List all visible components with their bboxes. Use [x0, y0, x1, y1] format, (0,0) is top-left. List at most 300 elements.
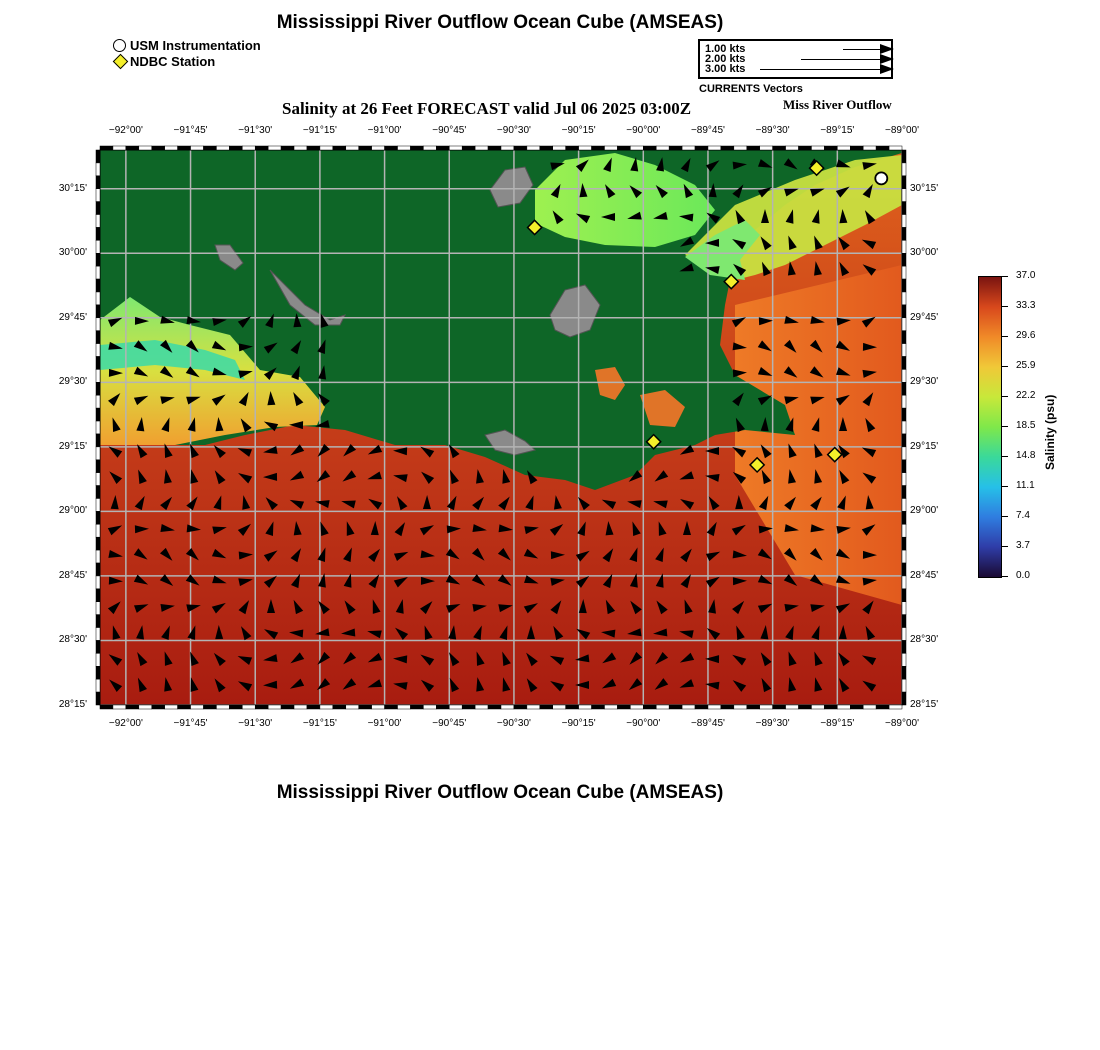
frame-segment: [902, 408, 906, 421]
frame-segment: [876, 146, 889, 150]
lat-tick-label: 30°00': [58, 247, 87, 259]
frame-segment: [96, 653, 100, 666]
vector-scale-key: [698, 39, 893, 79]
frame-segment: [837, 705, 850, 709]
colorbar: [978, 276, 1002, 578]
frame-segment: [721, 705, 734, 709]
lat-tick-label: 29°45': [910, 311, 939, 323]
frame-segment: [902, 421, 906, 434]
frame-segment: [902, 189, 906, 202]
vector-key-label: 1.00 kts: [705, 43, 746, 55]
frame-segment: [346, 146, 359, 150]
frame-segment: [96, 344, 100, 357]
frame-segment: [449, 705, 462, 709]
salinity-map: [95, 145, 907, 710]
frame-segment: [902, 253, 906, 266]
frame-segment: [902, 615, 906, 628]
frame-segment: [178, 146, 191, 150]
frame-segment: [294, 146, 307, 150]
frame-segment: [372, 146, 385, 150]
frame-segment: [96, 279, 100, 292]
frame-segment: [96, 447, 100, 460]
lon-tick-label: −89°45': [690, 125, 725, 136]
colorbar-tick-label: 18.5: [1016, 420, 1036, 431]
frame-segment: [96, 292, 100, 305]
frame-segment: [902, 240, 906, 253]
colorbar-tick-mark: [1002, 516, 1008, 517]
frame-segment: [682, 146, 695, 150]
frame-segment: [824, 705, 837, 709]
colorbar-tick-mark: [1002, 546, 1008, 547]
frame-segment: [592, 705, 605, 709]
frame-segment: [385, 705, 398, 709]
frame-segment: [604, 146, 617, 150]
frame-segment: [902, 163, 906, 176]
frame-segment: [96, 498, 100, 511]
frame-segment: [398, 146, 411, 150]
frame-segment: [527, 146, 540, 150]
frame-segment: [96, 369, 100, 382]
frame-segment: [708, 146, 721, 150]
frame-segment: [553, 705, 566, 709]
colorbar-tick-label: 0.0: [1016, 570, 1030, 581]
lon-tick-label: −89°15': [820, 718, 855, 729]
colorbar-tick-mark: [1002, 396, 1008, 397]
frame-segment: [281, 705, 294, 709]
colorbar-tick-label: 37.0: [1016, 270, 1036, 281]
frame-segment: [579, 705, 592, 709]
frame-segment: [281, 146, 294, 150]
lat-tick-label: 30°15': [58, 182, 87, 194]
frame-segment: [96, 511, 100, 524]
frame-segment: [669, 705, 682, 709]
frame-segment: [96, 305, 100, 318]
lon-tick-label: −91°45': [173, 718, 208, 729]
frame-segment: [96, 692, 100, 705]
frame-segment: [436, 705, 449, 709]
colorbar-gradient: [978, 276, 1002, 578]
lon-tick-label: −91°45': [173, 125, 208, 136]
frame-segment: [656, 146, 669, 150]
lat-tick-label: 29°00': [58, 505, 87, 517]
colorbar-tick-label: 22.2: [1016, 390, 1036, 401]
frame-segment: [96, 666, 100, 679]
vector-key-arrow: [801, 59, 881, 60]
frame-segment: [902, 395, 906, 408]
frame-segment: [902, 679, 906, 692]
frame-segment: [773, 705, 786, 709]
frame-segment: [152, 705, 165, 709]
frame-segment: [96, 576, 100, 589]
frame-segment: [902, 628, 906, 641]
vector-key-row: [705, 65, 890, 75]
frame-segment: [773, 146, 786, 150]
frame-segment: [902, 434, 906, 447]
frame-segment: [100, 705, 113, 709]
lon-tick-label: −91°15': [302, 718, 337, 729]
frame-segment: [139, 705, 152, 709]
frame-segment: [126, 705, 139, 709]
frame-segment: [902, 486, 906, 499]
frame-segment: [643, 705, 656, 709]
lon-tick-label: −92°00': [108, 718, 143, 729]
lat-tick-label: 28°45': [58, 569, 87, 581]
frame-segment: [902, 640, 906, 653]
frame-segment: [579, 146, 592, 150]
region-label: Miss River Outflow: [783, 97, 892, 112]
frame-segment: [786, 705, 799, 709]
frame-segment: [540, 705, 553, 709]
frame-segment: [96, 227, 100, 240]
frame-segment: [592, 146, 605, 150]
frame-segment: [799, 705, 812, 709]
frame-segment: [96, 486, 100, 499]
frame-segment: [255, 146, 268, 150]
frame-segment: [436, 146, 449, 150]
frame-segment: [100, 146, 113, 150]
colorbar-tick-label: 7.4: [1016, 510, 1030, 521]
legend-ndbc-label: NDBC Station: [130, 54, 216, 69]
colorbar-tick-mark: [1002, 456, 1008, 457]
frame-segment: [902, 576, 906, 589]
frame-segment: [178, 705, 191, 709]
frame-segment: [811, 146, 824, 150]
frame-segment: [669, 146, 682, 150]
frame-segment: [372, 705, 385, 709]
frame-segment: [902, 537, 906, 550]
frame-segment: [708, 705, 721, 709]
lon-tick-label: −89°30': [755, 125, 790, 136]
colorbar-tick-label: 11.1: [1016, 480, 1035, 491]
page-title-bottom: Mississippi River Outflow Ocean Cube (AMSEAS): [276, 782, 724, 803]
frame-segment: [501, 146, 514, 150]
colorbar-tick-mark: [1002, 366, 1008, 367]
frame-segment: [96, 408, 100, 421]
frame-segment: [902, 266, 906, 279]
frame-segment: [527, 705, 540, 709]
frame-segment: [333, 146, 346, 150]
map-subtitle: Salinity at 26 Feet FORECAST valid Jul 06 2025 03:00Z: [282, 99, 692, 118]
vector-key-arrow: [843, 49, 881, 50]
frame-segment: [889, 146, 902, 150]
lon-tick-label: −90°00': [626, 718, 661, 729]
frame-segment: [268, 146, 281, 150]
frame-segment: [799, 146, 812, 150]
frame-segment: [268, 705, 281, 709]
frame-segment: [540, 146, 553, 150]
frame-segment: [863, 705, 876, 709]
frame-segment: [643, 146, 656, 150]
frame-segment: [96, 395, 100, 408]
frame-segment: [423, 705, 436, 709]
lon-tick-label: −90°30': [496, 125, 531, 136]
frame-segment: [475, 146, 488, 150]
frame-segment: [501, 705, 514, 709]
frame-segment: [191, 705, 204, 709]
frame-segment: [902, 447, 906, 460]
frame-segment: [902, 331, 906, 344]
lat-tick-label: 29°00': [910, 505, 939, 517]
lon-tick-label: −89°30': [755, 718, 790, 729]
frame-segment: [113, 705, 126, 709]
lat-tick-label: 28°15': [58, 699, 87, 710]
lon-tick-label: −91°15': [302, 125, 337, 136]
frame-segment: [902, 602, 906, 615]
frame-segment: [229, 705, 242, 709]
lat-tick-label: 30°00': [910, 247, 939, 259]
lat-tick-label: 29°45': [58, 311, 87, 323]
frame-segment: [307, 705, 320, 709]
frame-segment: [96, 679, 100, 692]
colorbar-tick-mark: [1002, 306, 1008, 307]
frame-segment: [96, 163, 100, 176]
lat-tick-label: 29°15': [910, 440, 939, 452]
frame-segment: [96, 266, 100, 279]
lon-tick-label: −90°00': [626, 125, 661, 136]
frame-segment: [96, 537, 100, 550]
frame-segment: [96, 550, 100, 563]
frame-segment: [96, 318, 100, 331]
frame-segment: [139, 146, 152, 150]
frame-segment: [96, 357, 100, 370]
frame-segment: [902, 227, 906, 240]
colorbar-tick-mark: [1002, 276, 1008, 277]
frame-segment: [695, 146, 708, 150]
page-title: Mississippi River Outflow Ocean Cube (AMSEAS): [276, 12, 724, 33]
frame-segment: [514, 146, 527, 150]
lon-tick-label: −91°30': [238, 718, 273, 729]
lon-tick-label: −91°30': [238, 125, 273, 136]
frame-segment: [566, 705, 579, 709]
frame-segment: [902, 460, 906, 473]
frame-segment: [96, 176, 100, 189]
colorbar-tick-mark: [1002, 336, 1008, 337]
lat-tick-label: 30°15': [910, 182, 939, 194]
frame-segment: [320, 146, 333, 150]
frame-segment: [449, 146, 462, 150]
frame-segment: [902, 382, 906, 395]
frame-segment: [96, 615, 100, 628]
frame-segment: [385, 146, 398, 150]
arrowhead-icon: [880, 64, 894, 74]
frame-segment: [203, 146, 216, 150]
frame-segment: [682, 705, 695, 709]
frame-segment: [255, 705, 268, 709]
frame-segment: [462, 705, 475, 709]
frame-segment: [96, 382, 100, 395]
colorbar-tick-label: 29.6: [1016, 330, 1036, 341]
lat-tick-label: 28°30': [58, 634, 87, 646]
frame-segment: [553, 146, 566, 150]
frame-segment: [902, 202, 906, 215]
frame-segment: [902, 344, 906, 357]
frame-segment: [359, 146, 372, 150]
frame-segment: [837, 146, 850, 150]
colorbar-tick-label: 3.7: [1016, 540, 1030, 551]
frame-segment: [734, 146, 747, 150]
frame-segment: [242, 705, 255, 709]
frame-segment: [786, 146, 799, 150]
frame-segment: [760, 146, 773, 150]
frame-segment: [96, 331, 100, 344]
frame-segment: [811, 705, 824, 709]
frame-segment: [359, 705, 372, 709]
lat-tick-label: 29°15': [58, 440, 87, 452]
frame-segment: [760, 705, 773, 709]
arrowhead-icon: [880, 54, 894, 64]
frame-segment: [514, 705, 527, 709]
frame-segment: [695, 705, 708, 709]
frame-segment: [165, 705, 178, 709]
frame-segment: [96, 524, 100, 537]
frame-segment: [850, 705, 863, 709]
lat-tick-label: 28°15': [910, 699, 939, 710]
frame-segment: [824, 146, 837, 150]
frame-segment: [96, 150, 100, 163]
frame-segment: [902, 473, 906, 486]
frame-segment: [96, 628, 100, 641]
colorbar-tick-label: 25.9: [1016, 360, 1036, 371]
frame-segment: [96, 434, 100, 447]
colorbar-tick-label: 14.8: [1016, 450, 1036, 461]
frame-segment: [96, 189, 100, 202]
vector-key-label: 3.00 kts: [705, 63, 746, 75]
frame-segment: [902, 498, 906, 511]
frame-segment: [191, 146, 204, 150]
colorbar-tick-mark: [1002, 486, 1008, 487]
frame-segment: [398, 705, 411, 709]
frame-segment: [96, 563, 100, 576]
frame-segment: [333, 705, 346, 709]
lon-tick-label: −90°30': [496, 718, 531, 729]
lon-tick-label: −89°00': [885, 718, 919, 729]
frame-segment: [656, 705, 669, 709]
frame-segment: [902, 692, 906, 705]
frame-segment: [152, 146, 165, 150]
lon-tick-label: −89°15': [820, 125, 855, 136]
arrowhead-icon: [880, 44, 894, 54]
frame-segment: [902, 215, 906, 228]
frame-segment: [423, 146, 436, 150]
frame-segment: [462, 146, 475, 150]
frame-segment: [902, 563, 906, 576]
frame-segment: [229, 146, 242, 150]
frame-segment: [902, 150, 906, 163]
frame-segment: [604, 705, 617, 709]
frame-segment: [126, 146, 139, 150]
frame-segment: [902, 369, 906, 382]
frame-segment: [96, 473, 100, 486]
frame-segment: [488, 146, 501, 150]
frame-segment: [902, 653, 906, 666]
frame-segment: [216, 705, 229, 709]
frame-segment: [850, 146, 863, 150]
frame-segment: [863, 146, 876, 150]
usm-instrument-icon: [113, 39, 126, 52]
lon-tick-label: −89°45': [690, 718, 725, 729]
frame-segment: [902, 318, 906, 331]
frame-segment: [721, 146, 734, 150]
lon-tick-label: −91°00': [367, 125, 402, 136]
frame-segment: [96, 421, 100, 434]
frame-segment: [902, 176, 906, 189]
ndbc-station-icon: [113, 54, 129, 70]
frame-segment: [902, 524, 906, 537]
lon-tick-label: −90°15': [561, 125, 596, 136]
frame-segment: [747, 146, 760, 150]
frame-segment: [902, 511, 906, 524]
colorbar-tick-mark: [1002, 426, 1008, 427]
frame-segment: [617, 705, 630, 709]
frame-segment: [165, 146, 178, 150]
frame-segment: [876, 705, 889, 709]
frame-segment: [113, 146, 126, 150]
frame-segment: [307, 146, 320, 150]
frame-segment: [96, 602, 100, 615]
frame-segment: [475, 705, 488, 709]
lon-tick-label: −89°00': [885, 125, 919, 136]
colorbar-tick-label: 33.3: [1016, 300, 1036, 311]
vector-key-caption: CURRENTS Vectors: [699, 83, 803, 95]
frame-segment: [320, 705, 333, 709]
frame-segment: [902, 666, 906, 679]
lon-tick-label: −91°00': [367, 718, 402, 729]
legend-usm-label: USM Instrumentation: [130, 38, 261, 53]
colorbar-title: Salinity (psu): [1043, 394, 1057, 470]
usm-instrument-marker[interactable]: [875, 172, 887, 184]
frame-segment: [96, 460, 100, 473]
frame-segment: [902, 550, 906, 563]
frame-segment: [96, 202, 100, 215]
frame-segment: [902, 292, 906, 305]
frame-segment: [566, 146, 579, 150]
frame-segment: [242, 146, 255, 150]
frame-segment: [902, 305, 906, 318]
frame-segment: [902, 279, 906, 292]
lon-tick-label: −92°00': [108, 125, 143, 136]
frame-segment: [216, 146, 229, 150]
frame-segment: [410, 705, 423, 709]
frame-segment: [96, 253, 100, 266]
frame-segment: [630, 705, 643, 709]
frame-segment: [902, 589, 906, 602]
frame-segment: [96, 240, 100, 253]
lon-tick-label: −90°15': [561, 718, 596, 729]
frame-segment: [96, 215, 100, 228]
frame-segment: [630, 146, 643, 150]
frame-segment: [488, 705, 501, 709]
frame-segment: [96, 589, 100, 602]
lat-tick-label: 28°45': [910, 569, 939, 581]
lon-tick-label: −90°45': [432, 718, 467, 729]
vector-key-arrow: [760, 69, 881, 70]
frame-segment: [734, 705, 747, 709]
frame-segment: [294, 705, 307, 709]
vector-key-label: 2.00 kts: [705, 53, 746, 65]
lat-tick-label: 29°30': [910, 376, 939, 388]
frame-segment: [747, 705, 760, 709]
frame-segment: [96, 640, 100, 653]
lat-tick-label: 29°30': [58, 376, 87, 388]
frame-segment: [617, 146, 630, 150]
frame-segment: [346, 705, 359, 709]
frame-segment: [410, 146, 423, 150]
colorbar-tick-mark: [1002, 576, 1008, 577]
frame-segment: [889, 705, 902, 709]
lat-tick-label: 28°30': [910, 634, 939, 646]
lon-tick-label: −90°45': [432, 125, 467, 136]
frame-segment: [203, 705, 216, 709]
